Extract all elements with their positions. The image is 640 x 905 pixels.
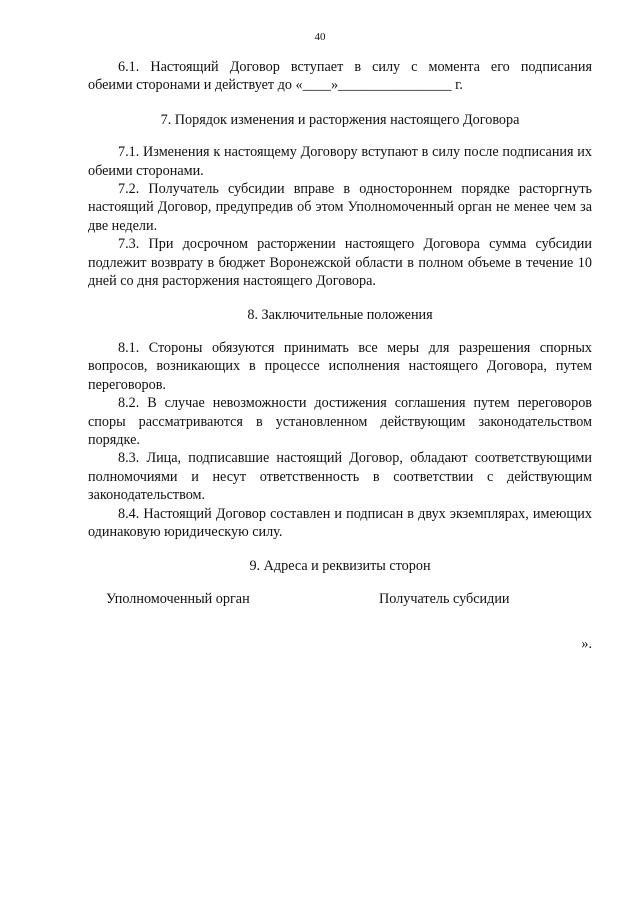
page-number: 40 [314, 31, 326, 43]
section-7-title: 7. Порядок изменения и расторжения настоящего Договора [160, 111, 520, 128]
signature-block [88, 590, 592, 608]
clause-6-1-line-1: 6.1. Настоящий Договор вступает в силу с момента его подписания [118, 59, 592, 75]
section-9-title: 9. Адреса и реквизиты сторон [249, 558, 431, 575]
section-8-title: 8. Заключительные положения [247, 307, 433, 324]
document-body [88, 58, 592, 608]
clause-8-3: 8.3. Лица, подписавшие настоящий Договор, обладают соответствующими полномочиями и несут ответственность в соответствии с действующим законодательством. [88, 450, 592, 504]
clause-7-2: 7.2. Получатель субсидии вправе в одностороннем порядке расторгнуть настоящий Договор, предупредив об этом Уполномоченный орган не менее чем за две недели. [88, 181, 592, 234]
clause-8-1: 8.1. Стороны обязуются принимать все меры для разрешения спорных вопросов, возникающих в процессе исполнения настоящего Договора, путем переговоров. [88, 339, 592, 393]
closing-quote-mark: ». [581, 636, 592, 652]
signature-authorized-body: Уполномоченный орган [106, 590, 250, 607]
clause-6-1-line-2: обеими сторонами и действует до «____»________________ г. [88, 77, 463, 94]
clause-8-4: 8.4. Настоящий Договор составлен и подписан в двух экземплярах, имеющих одинаковую юридическую силу. [88, 505, 592, 540]
signature-subsidy-recipient: Получатель субсидии [379, 590, 510, 607]
clause-8-2: 8.2. В случае невозможности достижения соглашения путем переговоров споры рассматриваются в установленном действующим законодательством порядке. [88, 395, 592, 448]
clause-7-1: 7.1. Изменения к настоящему Договору вступают в силу после подписания их обеими сторонами. [88, 144, 592, 179]
clause-7-3: 7.3. При досрочном расторжении настоящего Договора сумма субсидии подлежит возврату в бюджет Воронежской области в полном объеме в течение 10 дней со дня расторжения настоящего Договора. [88, 236, 592, 290]
